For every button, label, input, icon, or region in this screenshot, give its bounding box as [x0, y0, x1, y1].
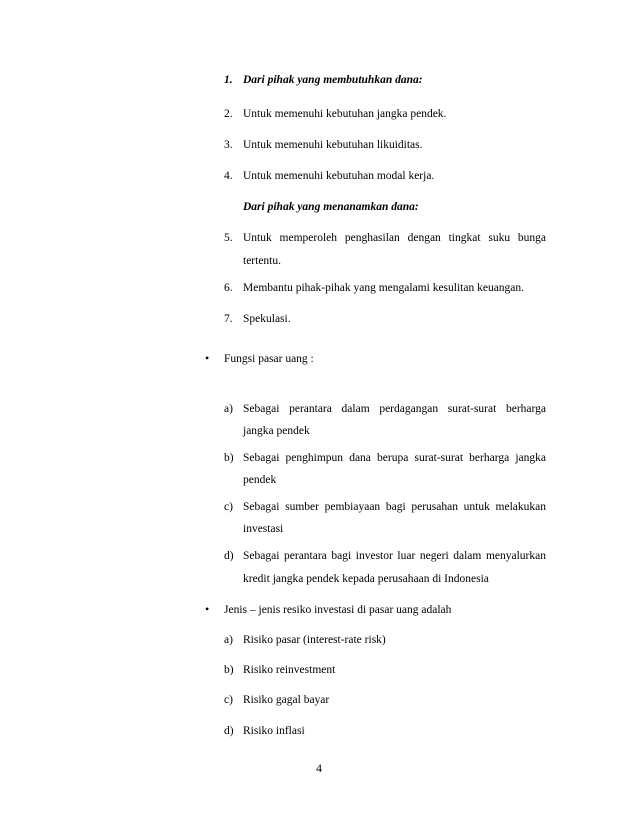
bullet-icon: •: [205, 351, 210, 365]
list-item-text: Spekulasi.: [243, 313, 291, 325]
list-item-text-line2: tertentu.: [243, 255, 281, 267]
list-item-text-line1: Sebagai perantara bagi investor luar negeri dalam menyalurkan: [243, 550, 546, 562]
list-item-text-line1: Sebagai sumber pembiayaan bagi perusahan untuk melakukan: [243, 501, 546, 513]
list-item-letter: d): [224, 725, 234, 737]
list-item-letter: a): [224, 634, 233, 646]
list-item-number: 6.: [224, 282, 233, 294]
list-item-letter: b): [224, 664, 234, 676]
list-item-number: 4.: [224, 170, 233, 182]
subheading-investor: Dari pihak yang menanamkan dana:: [243, 201, 419, 213]
list-item-number: 2.: [224, 108, 233, 120]
list-item-text: Risiko inflasi: [243, 725, 305, 737]
list-item-letter: a): [224, 403, 233, 415]
bullet-icon: •: [205, 602, 210, 616]
list-item-number: 3.: [224, 139, 233, 151]
list-item-text: Untuk memenuhi kebutuhan modal kerja.: [243, 170, 435, 182]
list-item-text-line1: Untuk memperoleh penghasilan dengan tingkat suku bunga: [243, 232, 546, 244]
list-item-text: Risiko gagal bayar: [243, 694, 330, 706]
list-item-text: Untuk memenuhi kebutuhan likuiditas.: [243, 139, 423, 151]
list-item-number: 1.: [224, 74, 233, 86]
list-item-text-line2: jangka pendek: [243, 425, 310, 437]
list-item-text: Untuk memenuhi kebutuhan jangka pendek.: [243, 108, 447, 120]
page-number: 4: [316, 761, 322, 775]
list-item-heading-borrower: Dari pihak yang membutuhkan dana:: [243, 74, 423, 86]
list-item-letter: d): [224, 550, 234, 562]
list-item-text: Membantu pihak-pihak yang mengalami kesulitan keuangan.: [243, 282, 525, 294]
section-heading-jenis: Jenis – jenis resiko investasi di pasar uang adalah: [224, 604, 452, 616]
list-item-number: 7.: [224, 313, 233, 325]
list-item-text-line2: pendek: [243, 474, 277, 486]
list-item-text-line1: Sebagai perantara dalam perdagangan surat-surat berharga: [243, 403, 546, 415]
list-item-text-line2: investasi: [243, 523, 284, 535]
list-item-text: Risiko pasar (interest-rate risk): [243, 634, 386, 646]
list-item-text: Risiko reinvestment: [243, 664, 336, 676]
list-item-text-line2: kredit jangka pendek kepada perusahaan di Indonesia: [243, 573, 489, 585]
list-item-letter: c): [224, 501, 233, 513]
list-item-number: 5.: [224, 232, 233, 244]
list-item-text-line1: Sebagai penghimpun dana berupa surat-surat berharga jangka: [243, 452, 546, 464]
list-item-letter: b): [224, 452, 234, 464]
list-item-letter: c): [224, 694, 233, 706]
section-heading-fungsi: Fungsi pasar uang :: [224, 353, 314, 365]
